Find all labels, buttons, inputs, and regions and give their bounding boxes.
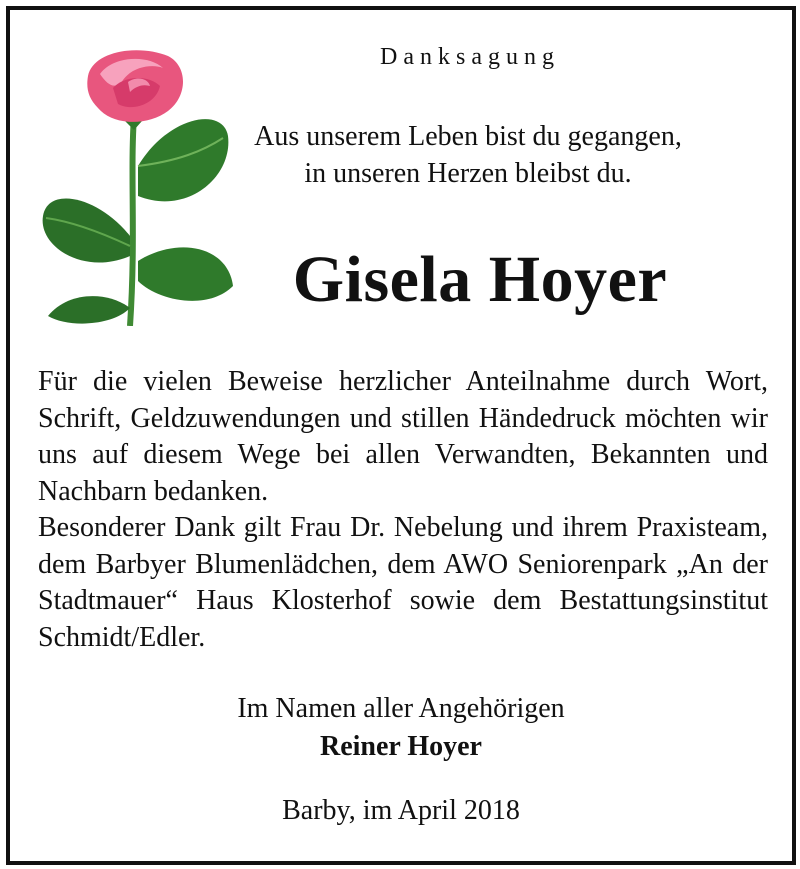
rose-icon bbox=[38, 46, 238, 326]
signature-block bbox=[10, 690, 792, 766]
signer-name: Reiner Hoyer bbox=[320, 731, 482, 762]
obituary-card bbox=[6, 6, 796, 865]
body-paragraph-2: Besonderer Dank gilt Frau Dr. Nebelung und ihrem Praxisteam, dem Barbyer Blumenlädchen, dem AWO Seniorenpark „An der Stadtmauer“ Haus Klosterhof sowie dem Bestattungsinstitut Schmidt/Edler. bbox=[38, 512, 768, 653]
body-text bbox=[38, 364, 768, 656]
heading: Danksagung bbox=[380, 44, 560, 70]
verse-line-2: in unseren Herzen bleibst du. bbox=[304, 158, 632, 189]
signature-line: Im Namen aller Angehörigen bbox=[237, 693, 565, 724]
deceased-name: Gisela Hoyer bbox=[292, 243, 668, 316]
verse-line-1: Aus unserem Leben bist du gegangen, bbox=[254, 121, 682, 152]
place-date: Barby, im April 2018 bbox=[282, 795, 520, 826]
verse bbox=[218, 118, 718, 192]
body-paragraph-1: Für die vielen Beweise herzlicher Anteilnahme durch Wort, Schrift, Geldzuwendungen und stillen Händedruck möchten wir uns auf diesem Wege bei allen Verwandten, Bekannten und Nachbarn bedanken. bbox=[38, 366, 768, 507]
